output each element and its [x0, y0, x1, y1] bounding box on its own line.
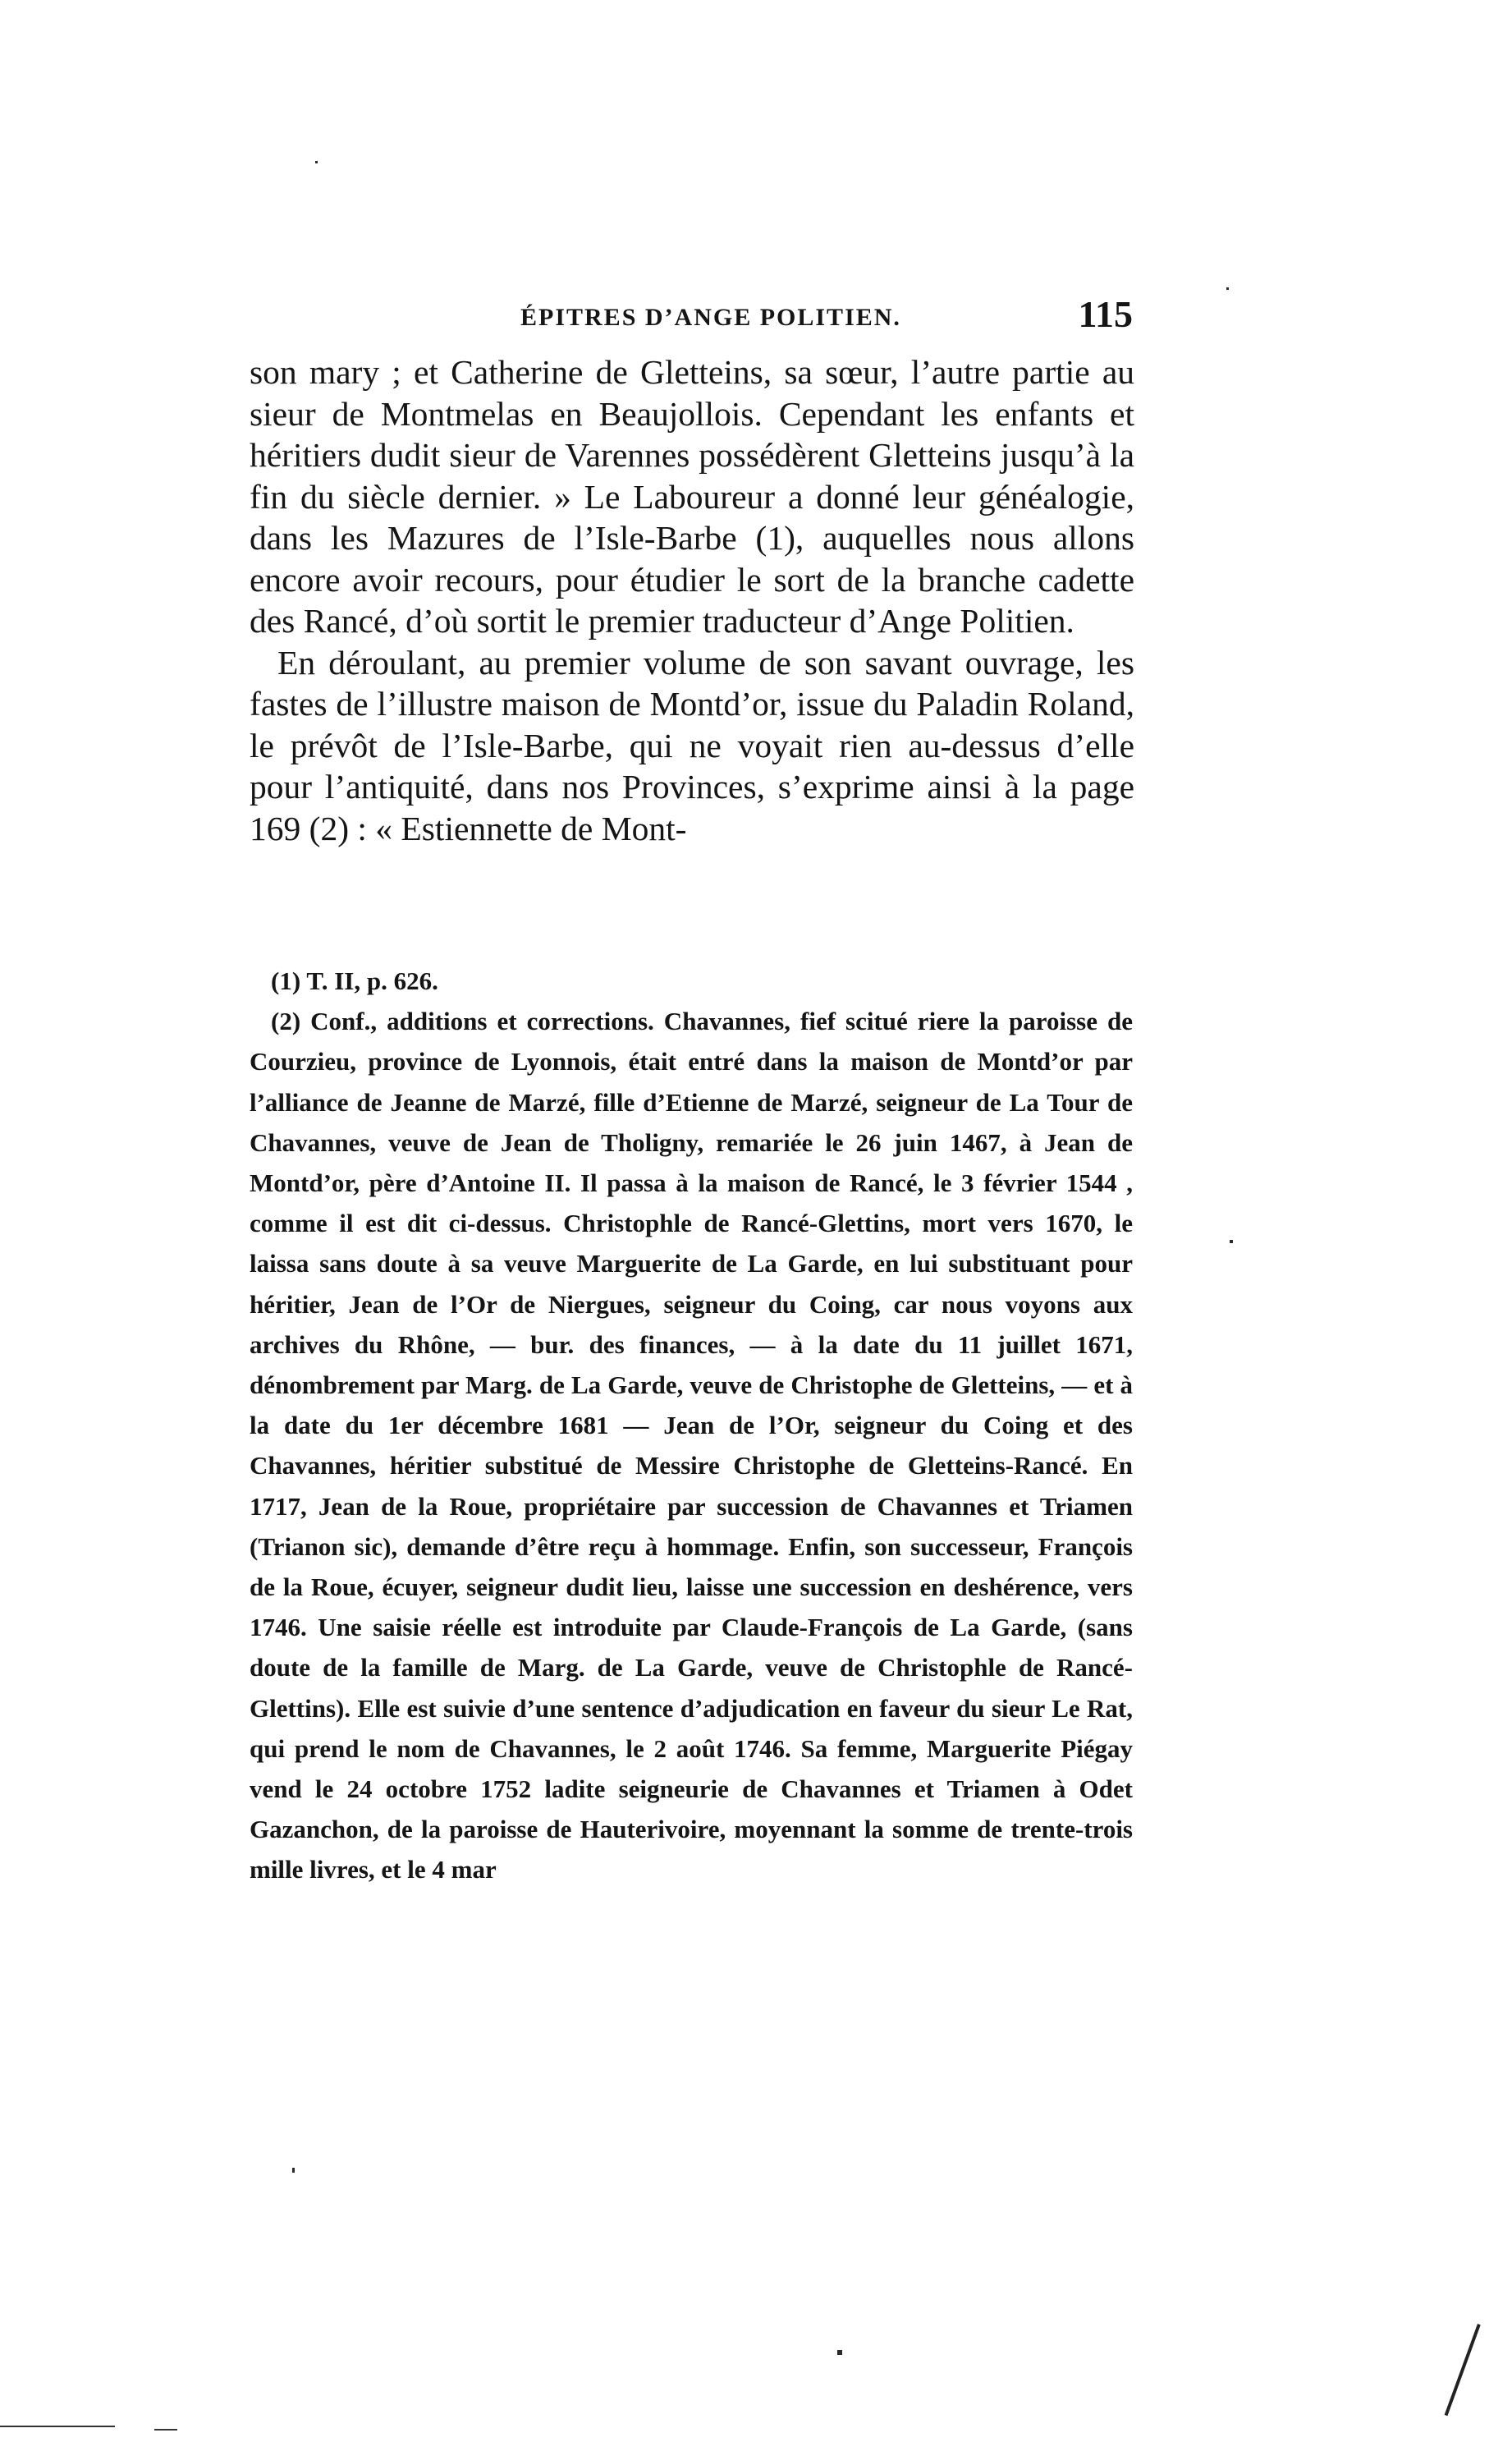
- paragraph-2: En déroulant, au premier volume de son savant ouvrage, les fastes de l’illustre maison de Montd’or, issue du Paladin Roland, le prévôt de l’Isle-Barbe, qui ne voyait rien au-dessus d’elle pour l’antiquité, dans nos Provinces, s’exprime ainsi à la page 169 (2) : « Estiennette de Mont-: [250, 643, 1134, 847]
- paragraph-1: son mary ; et Catherine de Gletteins, sa sœur, l’autre partie au sieur de Montmelas en Beaujollois. Cependant les enfants et héritiers dudit sieur de Varennes possédèrent Gletteins jusqu’à la fin du siècle dernier. » Le Laboureur a donné leur généalogie, dans les Mazures de l’Isle-Barbe (1), auquelles nous allons encore avoir recours, pour étudier le sort de la branche cadette des Rancé, d’où sortit le premier traducteur d’Ange Politien.: [250, 353, 1134, 640]
- page-speck: [837, 2350, 842, 2355]
- page-speck: [1230, 1240, 1233, 1243]
- footnote-1: (1) T. II, p. 626.: [271, 966, 438, 995]
- body-text: [250, 351, 1134, 849]
- bottom-edge-rule: [0, 2426, 115, 2427]
- page-number: 115: [1078, 293, 1133, 335]
- running-head: [250, 292, 1149, 342]
- margin-slash-mark: [1445, 2324, 1481, 2416]
- page-speck: [315, 161, 318, 163]
- running-title: ÉPITRES D’ANGE POLITIEN.: [520, 304, 901, 331]
- page-speck: [1226, 287, 1229, 290]
- footnotes: [250, 961, 1133, 1890]
- page-speck: [292, 2168, 295, 2173]
- bottom-edge-rule-short: [154, 2429, 177, 2431]
- footnote-2: (2) Conf., additions et corrections. Chavannes, fief scitué riere la paroisse de Courzieu, province de Lyonnois, était entré dans la maison de Montd’or par l’alliance de Jeanne de Marzé, fille d’Etienne de Marzé, seigneur de La Tour de Chavannes, veuve de Jean de Tholigny, remariée le 26 juin 1467, à Jean de Montd’or, père d’Antoine II. Il passa à la maison de Rancé, le 3 février 1544 , comme il est dit ci-dessus. Christophle de Rancé-Glettins, mort vers 1670, le laissa sans doute à sa veuve Marguerite de La Garde, en lui substituant pour héritier, Jean de l’Or de Niergues, seigneur du Coing, car nous voyons aux archives du Rhône, — bur. des finances, — à la date du 11 juillet 1671, dénombrement par Marg. de La Garde, veuve de Christophe de Gletteins, — et à la date du 1er décembre 1681 — Jean de l’Or, seigneur du Coing et des Chavannes, héritier substitué de Messire Christophe de Gletteins-Rancé. En 1717, Jean de la Roue, propriétaire par succession de Chavannes et Triamen (Trianon sic), demande d’être reçu à hommage. Enfin, son successeur, François de la Roue, écuyer, seigneur dudit lieu, laisse une succession en deshérence, vers 1746. Une saisie réelle est introduite par Claude-François de La Garde, (sans doute de la famille de Marg. de La Garde, veuve de Christophle de Rancé-Glettins). Elle est suivie d’une sentence d’adjudication en faveur du sieur Le Rat, qui prend le nom de Chavannes, le 2 août 1746. Sa femme, Marguerite Piégay vend le 24 octobre 1752 ladite seigneurie de Chavannes et Triamen à Odet Gazanchon, de la paroisse de Hauterivoire, moyennant la somme de trente-trois mille livres, et le 4 mar: [250, 1007, 1133, 1884]
